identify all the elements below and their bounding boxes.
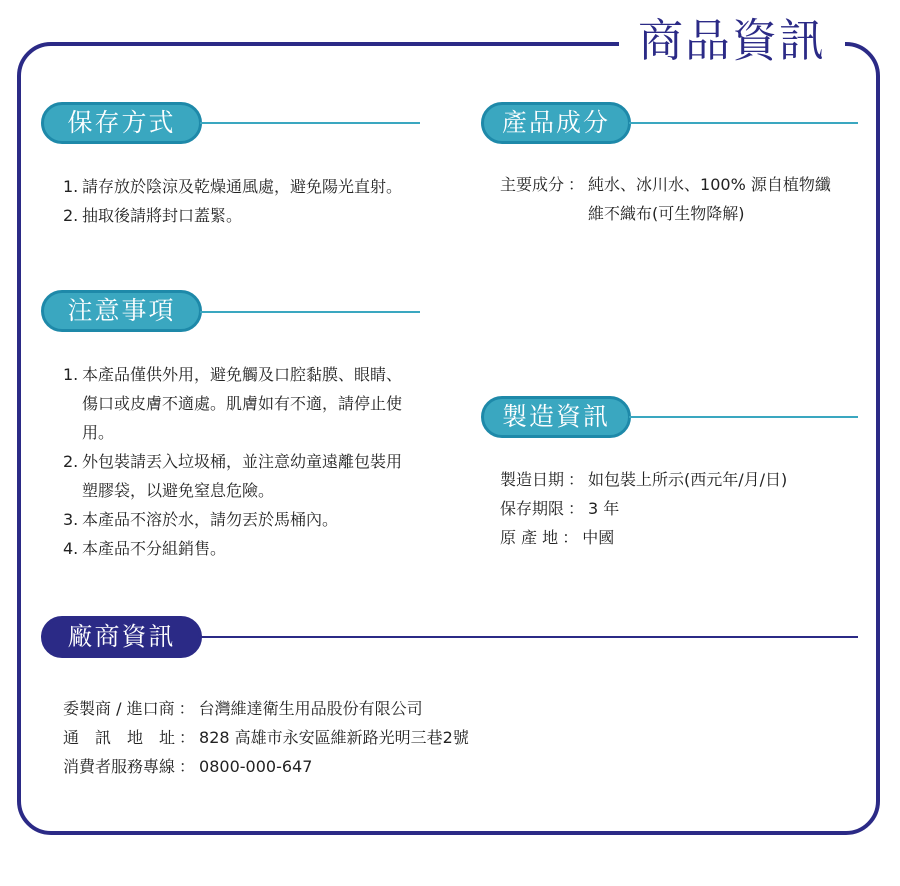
info-row: 委製商 / 進口商 ： 台灣維達衛生用品股份有限公司: [63, 699, 423, 718]
info-row: 通 訊 地 址 ： 828 高雄市永安區維新路光明三巷2號: [63, 728, 469, 747]
section-heading-storage: 保存方式: [41, 102, 202, 144]
section-rule-ingredients: [629, 122, 858, 124]
page-title: 商品資訊: [619, 8, 845, 74]
list-item: 2. 外包裝請丟入垃圾桶，並注意幼童遠離包裝用塑膠袋，以避免窒息危險。: [63, 452, 403, 500]
manufacturing-info: [500, 465, 860, 552]
vendor-info: [63, 694, 663, 781]
cautions-list: [63, 360, 415, 563]
section-rule-cautions: [200, 311, 420, 313]
ingredients-info: [500, 170, 845, 228]
section-heading-ingredients: 產品成分: [481, 102, 631, 144]
list-item: 1. 本產品僅供外用，避免觸及口腔黏膜、眼睛、傷口或皮膚不適處。肌膚如有不適，請停止使用。: [63, 365, 403, 442]
ingredients-row: 主要成分 ： 純水、冰川水、100% 源自植物纖維不織布(可生物降解): [500, 175, 831, 223]
list-item: 3. 本產品不溶於水，請勿丟於馬桶內。: [63, 510, 339, 529]
section-rule-manufacturing: [629, 416, 858, 418]
info-row: 製造日期 ： 如包裝上所示(西元年/月/日): [500, 470, 788, 489]
section-heading-manufacturing: 製造資訊: [481, 396, 631, 438]
section-heading-vendor: 廠商資訊: [41, 616, 202, 658]
info-row: 原 產 地 ： 中國: [500, 528, 615, 547]
list-item: 4. 本產品不分組銷售。: [63, 539, 227, 558]
list-item: 1. 請存放於陰涼及乾燥通風處，避免陽光直射。: [63, 177, 403, 196]
info-row: 消費者服務專線 ： 0800-000-647: [63, 757, 313, 776]
section-rule-vendor: [200, 636, 858, 638]
section-rule-storage: [200, 122, 420, 124]
storage-list: [63, 172, 413, 230]
list-item: 2. 抽取後請將封口蓋緊。: [63, 206, 243, 225]
section-heading-cautions: 注意事項: [41, 290, 202, 332]
info-row: 保存期限 ： 3 年: [500, 499, 620, 518]
